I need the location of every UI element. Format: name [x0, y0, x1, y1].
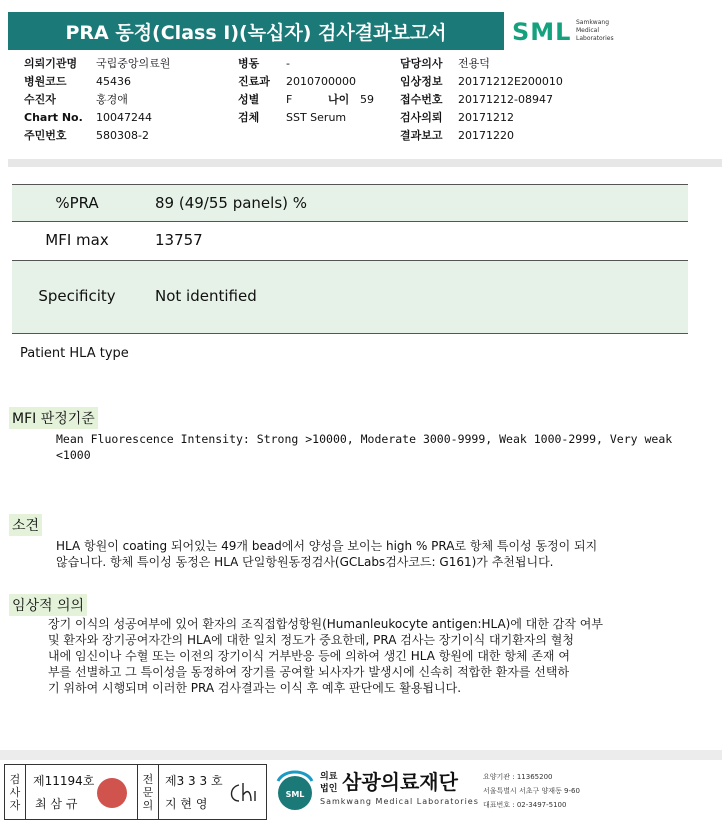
- svg-text:SML: SML: [285, 790, 305, 799]
- doctor-label: 담당의사: [400, 57, 443, 70]
- rrn-label: 주민번호: [24, 129, 67, 142]
- pra-row: [12, 185, 688, 221]
- patient-name-label: 수진자: [24, 93, 56, 106]
- clinical-info-label: 임상정보: [400, 75, 443, 88]
- org-english-name: Samkwang Medical Laboratories: [320, 797, 479, 806]
- receipt-value: 20171212-08947: [458, 93, 553, 106]
- signature-box: [4, 764, 267, 820]
- hospital-code-label: 병원코드: [24, 75, 67, 88]
- org-logo-icon: [272, 767, 318, 813]
- ward-label: 병동: [238, 57, 260, 70]
- pra-value: 89 (49/55 panels) %: [155, 194, 308, 212]
- age-label: 나이: [328, 93, 350, 106]
- request-date-label: 검사의뢰: [400, 111, 443, 124]
- dept-value: 2010700000: [286, 75, 356, 88]
- specialist-name: 지 현 영: [165, 797, 208, 811]
- org-name: 삼광의료재단: [342, 770, 458, 794]
- chart-no-label: Chart No.: [24, 111, 83, 124]
- dept-label: 진료과: [238, 75, 270, 88]
- org-prefix: 의료 법인: [320, 772, 338, 794]
- sex-value: F: [286, 93, 293, 106]
- clinical-title: 임상적 의의: [9, 594, 87, 616]
- patient-name-value: 홍경애: [96, 93, 128, 106]
- institution-label: 의뢰기관명: [24, 57, 78, 70]
- header-col-3: [400, 55, 563, 145]
- pra-label: %PRA: [55, 194, 99, 212]
- specimen-value: SST Serum: [286, 111, 347, 124]
- report-title: PRA 동정(Class I)(녹십자) 검사결과보고서: [8, 12, 504, 50]
- mfi-criteria-text: Mean Fluorescence Intensity: Strong >10000, Moderate 3000-9999, Weak 1000-2999, Very weak <1000: [56, 432, 673, 462]
- header-divider: [8, 159, 722, 167]
- specificity-row: [12, 261, 688, 333]
- specialist-label: 전 문 의: [137, 765, 159, 819]
- header-col-2: [238, 55, 374, 127]
- header-col-1: [24, 55, 170, 145]
- rrn-value: 580308-2: [96, 129, 149, 142]
- finding-text: HLA 항원이 coating 되어있는 49개 bead에서 양성을 보이는 high % PRA로 항체 특이성 동정이 되지 않습니다. 항체 특이성 동정은 HLA 단일항원동정검사(GCLabs검사코드: G161)가 추천됩니다.: [56, 539, 598, 569]
- org-contact: [483, 770, 580, 812]
- doctor-value: 전용덕: [458, 57, 490, 70]
- footer-divider: [0, 750, 722, 760]
- specimen-label: 검체: [238, 111, 260, 124]
- sml-logo: SML Samkwang Medical Laboratories: [512, 18, 614, 46]
- request-date-value: 20171212: [458, 111, 514, 124]
- institution-value: 국립중앙의료원: [96, 57, 171, 70]
- inspector-name: 최 삼 규: [35, 797, 78, 811]
- sex-label: 성별: [238, 93, 260, 106]
- mfi-value: 13757: [155, 231, 203, 249]
- hospital-code-value: 45436: [96, 75, 131, 88]
- org-code: 요양기관 : 11365200: [483, 773, 553, 781]
- ward-value: -: [286, 57, 290, 70]
- finding-title: 소견: [9, 514, 42, 536]
- chart-no-value: 10047244: [96, 111, 152, 124]
- org-tel: 대표번호 : 02-3497-5100: [483, 801, 567, 809]
- specificity-label: Specificity: [38, 287, 116, 305]
- clinical-text: 장기 이식의 성공여부에 있어 환자의 조직접합성항원(Humanleukocyte antigen:HLA)에 대한 감작 여부 및 환자와 장기공여자간의 HLA에 대한 일치 정도가 중요한데, PRA 검사는 장기이식 대기환자의 혈청 내에 임신이나 수혈 또는 이전의 장기이식 거부반응 등에 의하여 생긴 HLA 항원에 대한 항체 존재 여 부를 선별하고 그 특이성을 동정하여 장기를 공여할 뇌사자가 발생시에 신속히 적합한 환자를 선택하 기 위하여 시행되며 이러한 PRA 검사결과는 이식 후 예후 판단에도 활용됩니다.: [48, 617, 603, 695]
- age-value: 59: [360, 93, 374, 106]
- report-date-label: 결과보고: [400, 129, 443, 142]
- mfi-label: MFI max: [45, 231, 109, 249]
- specialist-signature: [227, 779, 261, 807]
- patient-hla-type: Patient HLA type: [20, 346, 129, 361]
- inspector-label: 검 사 자: [5, 765, 26, 819]
- specialist-no: 제3 3 3 호: [165, 774, 223, 788]
- inspector-seal: [97, 778, 127, 808]
- mfi-criteria-title: MFI 판정기준: [9, 407, 98, 429]
- org-address: 서울특별시 서초구 양재동 9-60: [483, 787, 580, 795]
- specificity-value: Not identified: [155, 287, 257, 305]
- clinical-info-value: 20171212E200010: [458, 75, 563, 88]
- report-date-value: 20171220: [458, 129, 514, 142]
- mfi-row: [12, 222, 688, 260]
- inspector-no: 제11194호: [33, 774, 95, 788]
- receipt-label: 접수번호: [400, 93, 443, 106]
